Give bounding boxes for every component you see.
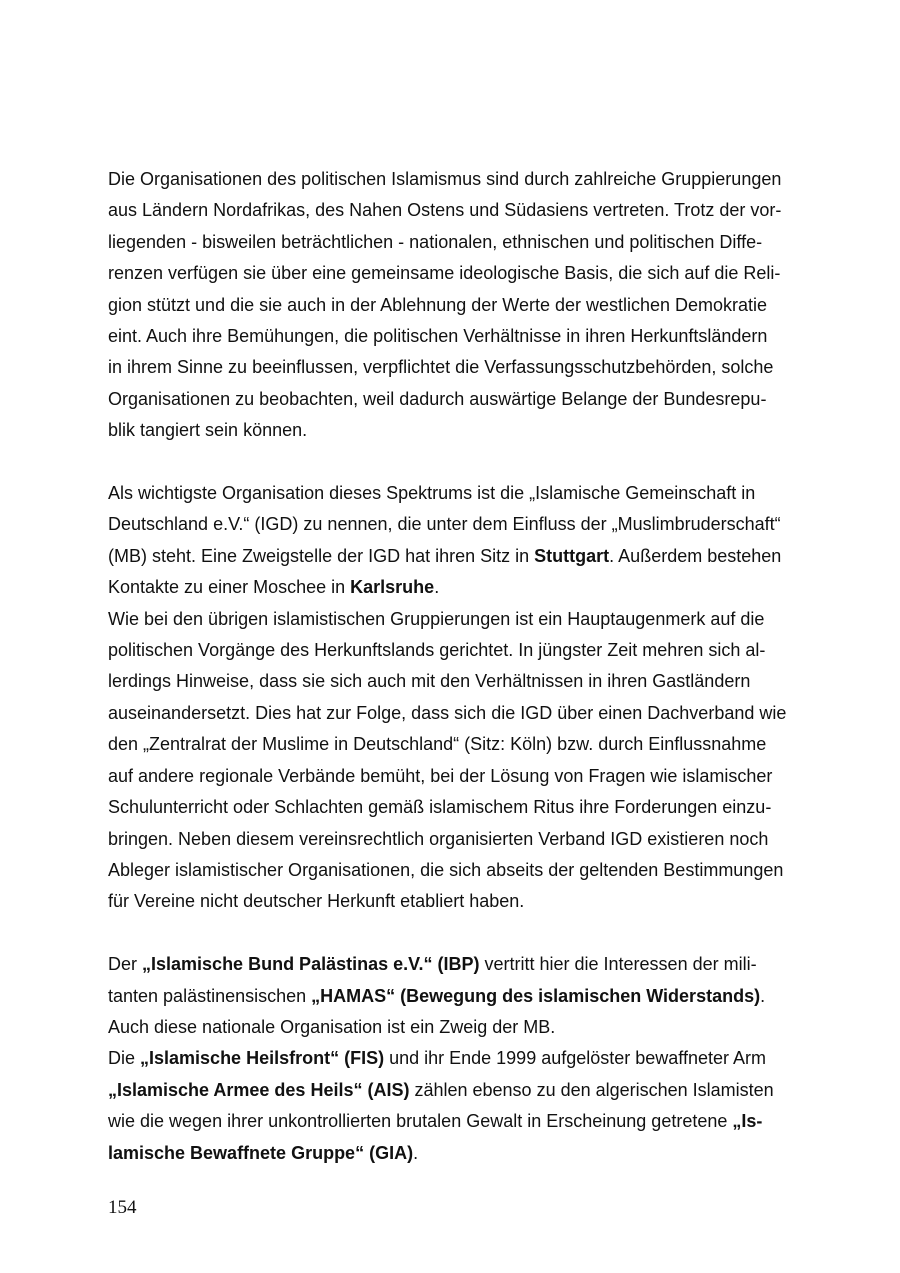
text-segment: Auch diese nationale Organisation ist ein Zweig der MB. (108, 1016, 556, 1037)
text-segment: blik tangiert sein können. (108, 420, 308, 441)
page-number: 154 (108, 1197, 137, 1218)
text-segment: Als wichtigste Organisation dieses Spektrums ist die „Islamische Gemeinschaft in (108, 483, 756, 504)
text-line (108, 635, 798, 666)
text-segment: . (413, 1142, 419, 1163)
text-line (108, 792, 798, 823)
text-line (108, 258, 798, 289)
text-line (108, 164, 798, 195)
text-line (108, 666, 798, 697)
text-segment: Schulunterricht oder Schlachten gemäß islamischem Ritus ihre Forderungen einzu- (108, 797, 772, 818)
text-segment: Die (108, 1048, 141, 1069)
text-line (108, 698, 798, 729)
text-segment: . (760, 985, 766, 1006)
bold-text: Karlsruhe (350, 577, 435, 598)
text-line (108, 509, 798, 540)
text-segment: . Außerdem bestehen (609, 545, 782, 566)
text-line (108, 1138, 798, 1169)
text-segment: Ableger islamistischer Organisationen, die sich abseits der geltenden Bestimmungen (108, 859, 784, 880)
text-line (108, 415, 798, 446)
text-line (108, 321, 798, 352)
text-line (108, 1043, 798, 1074)
text-segment: aus Ländern Nordafrikas, des Nahen Ostens und Südasiens vertreten. Trotz der vor- (108, 200, 782, 221)
text-segment: eint. Auch ihre Bemühungen, die politischen Verhältnisse in ihren Herkunftsländern (108, 326, 768, 347)
text-segment: und ihr Ende 1999 aufgelöster bewaffneter Arm (384, 1048, 766, 1069)
text-line (108, 384, 798, 415)
text-segment: (MB) steht. Eine Zweigstelle der IGD hat ihren Sitz in (108, 545, 535, 566)
paragraph (108, 949, 798, 1169)
bold-text: „HAMAS“ (Bewegung des islamischen Widerstands) (311, 985, 761, 1006)
text-segment: vertritt hier die Interessen der mili- (479, 954, 757, 975)
text-segment: auf andere regionale Verbände bemüht, bei der Lösung von Fragen wie islamischer (108, 765, 773, 786)
bold-text: „Islamische Heilsfront“ (FIS) (140, 1048, 385, 1069)
text-line (108, 352, 798, 383)
text-segment: politischen Vorgänge des Herkunftslands gerichtet. In jüngster Zeit mehren sich al- (108, 640, 766, 661)
text-line (108, 290, 798, 321)
text-segment: gion stützt und die sie auch in der Ablehnung der Werte der westlichen Demokratie (108, 294, 768, 315)
text-segment: bringen. Neben diesem vereinsrechtlich organisierten Verband IGD existieren noch (108, 828, 769, 849)
text-segment: tanten palästinensischen (108, 985, 312, 1006)
text-line (108, 1012, 798, 1043)
text-segment: Organisationen zu beobachten, weil dadurch auswärtige Belange der Bundesrepu- (108, 388, 767, 409)
text-segment: wie die wegen ihrer unkontrollierten brutalen Gewalt in Erscheinung getretene (108, 1111, 733, 1132)
bold-text: lamische Bewaffnete Gruppe“ (GIA) (108, 1142, 414, 1163)
text-segment: zählen ebenso zu den algerischen Islamisten (409, 1079, 774, 1100)
paragraph (108, 164, 798, 447)
text-line (108, 1075, 798, 1106)
bold-text: „Islamische Bund Palästinas e.V.“ (IBP) (142, 954, 480, 975)
bold-text: Stuttgart (534, 545, 610, 566)
text-segment: den „Zentralrat der Muslime in Deutschland“ (Sitz: Köln) bzw. durch Einflussnahme (108, 734, 767, 755)
text-segment: in ihrem Sinne zu beeinflussen, verpflichtet die Verfassungsschutzbehörden, solche (108, 357, 774, 378)
paragraph (108, 478, 798, 918)
text-segment: lerdings Hinweise, dass sie sich auch mit den Verhältnissen in ihren Gastländern (108, 671, 751, 692)
text-line (108, 572, 798, 603)
text-segment: Die Organisationen des politischen Islamismus sind durch zahlreiche Gruppierungen (108, 169, 782, 189)
text-segment: . (434, 577, 440, 598)
text-line (108, 824, 798, 855)
text-line (108, 227, 798, 258)
paragraph-gap (108, 447, 798, 478)
text-line (108, 886, 798, 917)
text-line (108, 541, 798, 572)
document-body (108, 164, 798, 1169)
text-line (108, 195, 798, 226)
text-segment: Der (108, 954, 143, 975)
text-line (108, 478, 798, 509)
bold-text: „Islamische Armee des Heils“ (AIS) (108, 1079, 410, 1100)
bold-text: „Is- (732, 1111, 763, 1132)
text-line (108, 981, 798, 1012)
text-segment: Wie bei den übrigen islamistischen Gruppierungen ist ein Hauptaugenmerk auf die (108, 608, 765, 629)
text-line (108, 604, 798, 635)
text-segment: liegenden - bisweilen beträchtlichen - nationalen, ethnischen und politischen Diffe- (108, 231, 763, 252)
text-line (108, 949, 798, 980)
text-line (108, 855, 798, 886)
text-segment: für Vereine nicht deutscher Herkunft etabliert haben. (108, 891, 525, 912)
text-line (108, 729, 798, 760)
text-line (108, 761, 798, 792)
paragraph-gap (108, 918, 798, 949)
text-segment: Deutschland e.V.“ (IGD) zu nennen, die unter dem Einfluss der „Muslimbruderschaft“ (108, 514, 781, 535)
text-segment: auseinandersetzt. Dies hat zur Folge, dass sich die IGD über einen Dachverband wie (108, 702, 787, 723)
text-line (108, 1106, 798, 1137)
text-segment: renzen verfügen sie über eine gemeinsame ideologische Basis, die sich auf die Reli- (108, 263, 781, 284)
text-segment: Kontakte zu einer Moschee in (108, 577, 351, 598)
